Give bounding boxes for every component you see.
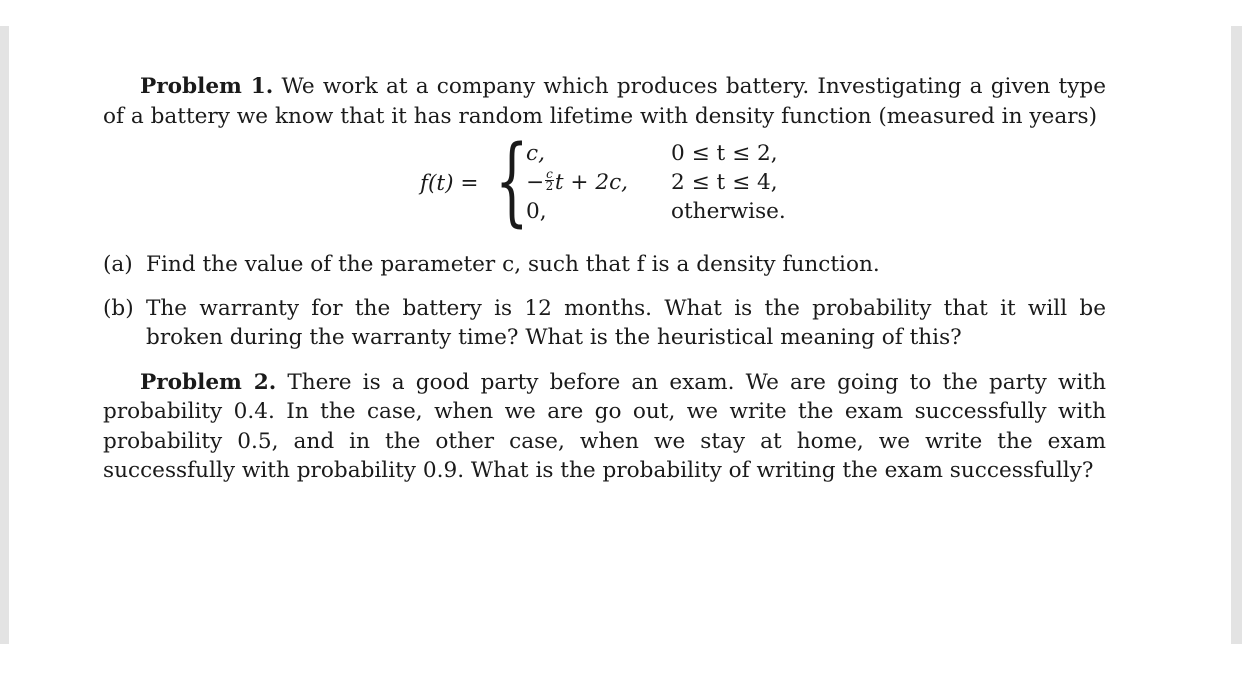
fraction-numerator: c	[546, 166, 553, 181]
case-3-condition: otherwise.	[671, 199, 786, 224]
right-page-edge	[1231, 26, 1242, 644]
case-2-sign: −	[526, 170, 545, 195]
case-2-value	[526, 168, 628, 198]
formula-brace: {	[495, 125, 529, 237]
document-page	[103, 72, 1106, 486]
problem-2-heading: Problem 2.	[140, 369, 277, 395]
formula-lhs: f(t) =	[420, 171, 479, 196]
part-a	[103, 250, 1106, 280]
problem-2	[103, 368, 1106, 486]
problem-2-text: There is a good party before an exam. We are going to the party with probability 0.4. In the case, when we are go out, we write the exam successfully with probability 0.5, and in the other case, when we stay at home, we write the exam successfully with probability 0.9. What is the probability of writing the exam successfully?	[103, 369, 1106, 483]
fraction-denominator: 2	[545, 178, 554, 193]
problem-1-heading: Problem 1.	[140, 74, 274, 99]
part-b-label: (b)	[103, 295, 134, 321]
part-b	[103, 294, 1106, 353]
case-1-value: c,	[526, 141, 545, 166]
problem-1-text: We work at a company which produces battery. Investigating a given type of a battery we know that it has random lifetime with density function (measured in years)	[103, 74, 1106, 129]
case-1-condition: 0 ≤ t ≤ 2,	[671, 141, 778, 166]
case-3-value: 0,	[526, 199, 547, 224]
case-2-fraction	[545, 166, 554, 193]
density-formula	[103, 125, 1106, 237]
case-2-condition: 2 ≤ t ≤ 4,	[671, 170, 778, 195]
part-a-label: (a)	[103, 252, 133, 277]
problem-1-intro	[103, 72, 1106, 131]
case-2-rest: t + 2c,	[554, 170, 629, 195]
part-a-text: Find the value of the parameter c, such that f is a density function.	[146, 252, 880, 277]
part-b-text: The warranty for the battery is 12 months. What is the probability that it will be broken during the warranty time? What is the heuristical meaning of this?	[146, 295, 1106, 350]
left-page-edge	[0, 26, 9, 644]
